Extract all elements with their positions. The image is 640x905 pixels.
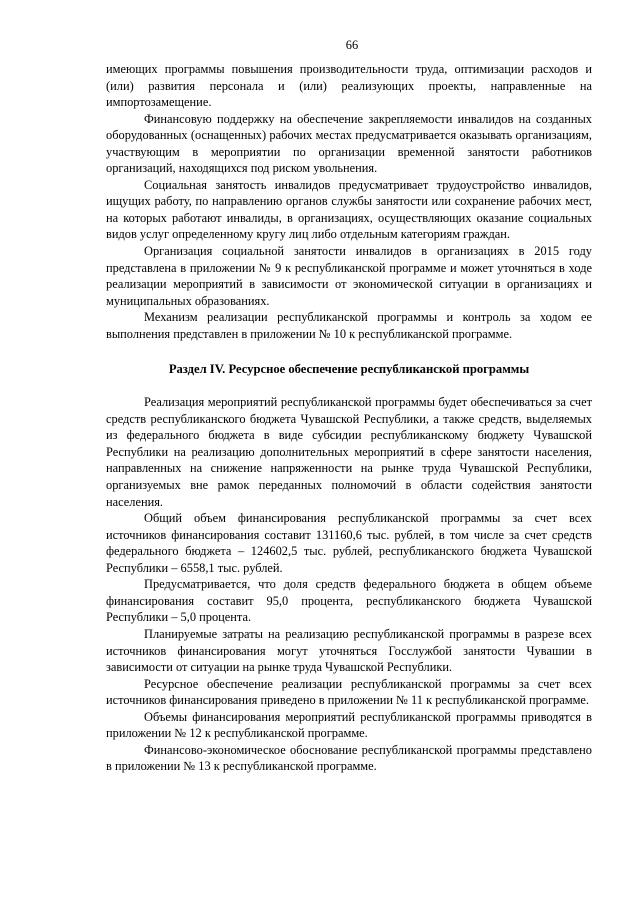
paragraph-appendix-12: Объемы финансирования мероприятий республиканской программы приводятся в приложении № 12 к республиканской программе. <box>106 709 592 741</box>
paragraph-federal-share: Предусматривается, что доля средств федерального бюджета в общем объеме финансирования составит 95,0 процента, республиканского бюджета Чувашской Республики – 5,0 процента. <box>106 577 592 625</box>
document-page <box>106 38 592 775</box>
section-heading: Раздел IV. Ресурсное обеспечение республиканской программы <box>168 362 530 377</box>
paragraph-planned-costs: Планируемые затраты на реализацию республиканской программы в разрезе всех источников финансирования могут уточняться Госслужбой занятости Чувашии в зависимости от ситуации на рынке труда Чувашской Республики. <box>106 626 592 675</box>
paragraph-appendix-13: Финансово-экономическое обоснование республиканской программы представлено в приложении № 13 к республиканской программе. <box>106 742 592 774</box>
paragraph-funding-sources: Реализация мероприятий республиканской программы будет обеспечиваться за счет средств республиканского бюджета Чувашской Республики, а также средств, выделяемых из федерального бюджета в виде субсидии республиканскому бюджету Чувашской Республики на реализацию дополнительных мероприятий в сфере занятости населения, направленных на снижение напряженности на рынке труда Чувашской Республики, организуемых вне рамок переданных полномочий в области содействия занятости населения. <box>106 395 592 509</box>
page-number: 66 <box>345 38 359 52</box>
paragraph-organization-2015: Организация социальной занятости инвалидов в организациях в 2015 году представлена в приложении № 9 к республиканской программе и может уточняться в ходе реализации мероприятий в зависимости от экономической ситуации в организациях и муниципальных образованиях. <box>106 244 592 308</box>
paragraph-social-employment: Социальная занятость инвалидов предусматривает трудоустройство инвалидов, ищущих работу, по направлению органов службы занятости или сохранение рабочих мест, на которых работают инвалиды, в организациях, осуществляющих оказание социальных видов услуг определенному кругу лиц либо отдельным категориям граждан. <box>106 177 592 242</box>
paragraph-mechanism: Механизм реализации республиканской программы и контроль за ходом ее выполнения представлен в приложении № 10 к республиканской программе. <box>106 310 592 341</box>
paragraph-continuation: имеющих программы повышения производительности труда, оптимизации расходов и (или) развития персонала и (или) реализующих проекты, направленные на импортозамещение. <box>106 62 592 110</box>
paragraph-appendix-11: Ресурсное обеспечение реализации республиканской программы за счет всех источников финансирования приведено в приложении № 11 к республиканской программе. <box>106 676 592 708</box>
paragraph-total-funding: Общий объем финансирования республиканской программы за счет всех источников финансирования составит 131160,6 тыс. рублей, в том числе за счет средств федерального бюджета – 124602,5 тыс. рублей, республиканского бюджета Чувашской Республики – 6558,1 тыс. рублей. <box>106 511 592 575</box>
paragraph-disabled-support: Финансовую поддержку на обеспечение закрепляемости инвалидов на созданных оборудованных (оснащенных) рабочих местах предусматривается оказывать организациям, участвующим в мероприятии по организации временной занятости работников организаций, находящихся под риском увольнения. <box>106 111 592 176</box>
